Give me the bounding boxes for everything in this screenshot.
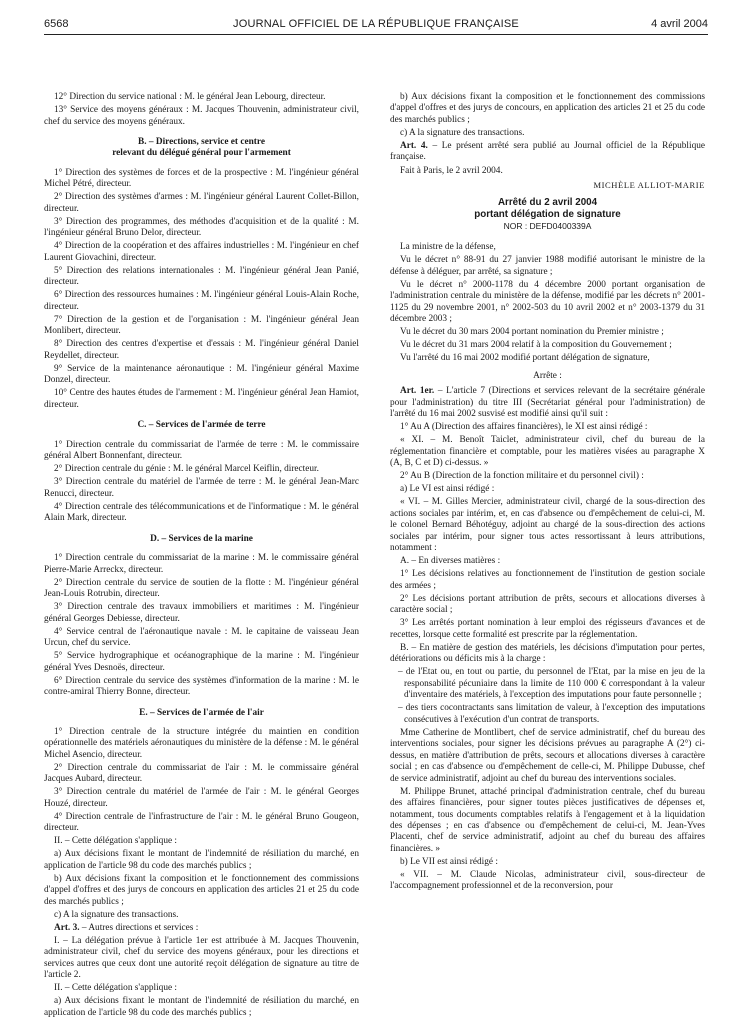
article-4: Art. 4. – Le présent arrêté sera publié au Journal officiel de la République française. xyxy=(390,141,705,163)
list-item: 1° Direction centrale du commissariat de la marine : M. le commissaire général Pierre-Marie Arreckx, directeur. xyxy=(44,553,359,575)
page-number: 6568 xyxy=(44,18,69,30)
paragraph: II. – Cette délégation s'applique : xyxy=(54,983,178,994)
paragraph: c) A la signature des transactions. xyxy=(400,127,525,138)
nor-reference: NOR : DEFD0400339A xyxy=(503,221,592,232)
list-item: 2° Direction des systèmes d'armes : M. l'ingénieur général Laurent Collet-Billon, directeur. xyxy=(44,192,359,214)
section-heading-d: D. – Services de la marine xyxy=(150,533,253,544)
list-item: 2° Direction centrale du commissariat de l'air : M. le commissaire général Jacques Aubard, directeur. xyxy=(44,762,359,785)
list-item: 4° Direction de la coopération et des affaires industrielles : M. l'ingénieur en chef Laurent Giovachini, directeur. xyxy=(44,241,359,263)
paragraph: M. Philippe Brunet, attaché principal d'administration centrale, chef du bureau des affaires financières, pour signer toutes pièces justificatives de dépenses et, notamment, tous documents comptables relatifs à l'engagement et à la liquidation des dépenses ; en cas d'absence ou d'empêchement de celui-ci, M. Jean-Yves Placenti, chef de service administratif, adjoint au chef du bureau des affaires financières. » xyxy=(390,786,705,854)
list-item: 5° Service hydrographique et océanographique de la marine : M. l'ingénieur général Yves Desnoës, directeur. xyxy=(44,651,359,673)
paragraph: b) Le VII est ainsi rédigé : xyxy=(400,856,498,867)
section-heading-e: E. – Services de l'armée de l'air xyxy=(139,707,264,718)
article-3: Art. 3. – Autres directions et services : xyxy=(54,922,199,933)
list-item: 6° Direction des ressources humaines : M. l'ingénieur général Louis-Alain Roche, directeur. xyxy=(44,290,359,312)
list-item: 5° Direction des relations internationales : M. l'ingénieur général Jean Panié, directeur. xyxy=(44,265,359,288)
paragraph: 2° Au B (Direction de la fonction militaire et du personnel civil) : xyxy=(400,471,644,482)
paragraph: « VI. – M. Gilles Mercier, administrateur civil, chargé de la sous-direction des actions sociales par intérim, et, en cas d'absence ou d'empêchement de celui-ci, M. le colonel Bernard Béhotéguy, adjoint au chargé de la sous-direction des actions sociales par intérim, pour signer tous actes ressortissant à leurs attributions, notamment : xyxy=(390,497,705,554)
decree-title: Arrêté du 2 avril 2004 portant délégation de signature xyxy=(474,197,621,220)
paragraph: Vu l'arrêté du 16 mai 2002 modifié portant délégation de signature, xyxy=(400,353,650,364)
list-item: 1° Direction centrale du commissariat de l'armée de terre : M. le commissaire général Albert Bonnenfant, directeur. xyxy=(44,439,359,462)
paragraph: 2° Les décisions portant attribution de prêts, secours et allocations diverses à caractère social ; xyxy=(390,593,705,616)
paragraph: a) Aux décisions fixant le montant de l'indemnité de résiliation du marché, en application de l'article 98 du code des marchés publics ; xyxy=(44,849,359,871)
list-item: 2° Direction centrale du service de soutien de la flotte : M. l'ingénieur général Jean-Louis Rotrubin, directeur. xyxy=(44,577,359,600)
list-item: 4° Direction centrale de l'infrastructure de l'air : M. le général Bruno Gougeon, directeur. xyxy=(44,811,359,834)
list-item: 10° Centre des hautes études de l'armement : M. l'ingénieur général Jean Hamiot, directeur. xyxy=(44,388,359,410)
list-item: – de l'Etat ou, en tout ou partie, du personnel de l'Etat, par la mise en jeu de la responsabilité pécuniaire dans la limite de 110 000 € correspondant à la valeur d'inventaire des matériels, à l'exception des imputations pour faute personnelle ; xyxy=(398,667,705,701)
list-item: 3° Direction centrale du matériel de l'armée de l'air : M. le général Georges Houzé, directeur. xyxy=(44,787,359,809)
paragraph: Fait à Paris, le 2 avril 2004. xyxy=(400,165,503,176)
signature: MICHÈLE ALLIOT-MARIE xyxy=(593,179,705,190)
article-label: Art. 4. xyxy=(400,141,428,151)
paragraph: Mme Catherine de Montlibert, chef de service administratif, chef du bureau des interventions sociales, pour signer les décisions prévues au paragraphe A (2°) ci-dessus, en matière d'attribution de prêts, secours et allocations diverses à caractère social ; en cas d'absence ou d'empêchement de celle-ci, M. Philippe Dubusse, chef de service administratif, adjoint au chef du bureau des interventions sociales. xyxy=(390,727,705,784)
article-label: Art. 1er. xyxy=(400,386,435,397)
issue-date: 4 avril 2004 xyxy=(651,18,708,30)
paragraph: 1° Au A (Direction des affaires financières), le XI est ainsi rédigé : xyxy=(400,422,648,433)
section-heading-b: B. – Directions, service et centre relevant du délégué général pour l'armement xyxy=(112,136,291,159)
list-item: 8° Direction des centres d'expertise et d'essais : M. l'ingénieur général Daniel Reydellet, directeur. xyxy=(44,339,359,361)
list-item: 6° Direction centrale du service des systèmes d'information de la marine : M. le contre-amiral Thierry Bonne, directeur. xyxy=(44,675,359,698)
arrete-heading: Arrête : xyxy=(533,370,562,381)
page-header xyxy=(44,18,708,35)
list-item: 9° Service de la maintenance aéronautique : M. l'ingénieur général Maxime Donzel, directeur. xyxy=(44,363,359,386)
paragraph: Vu le décret du 31 mars 2004 relatif à la composition du Gouvernement ; xyxy=(400,340,672,351)
paragraph: Vu le décret du 30 mars 2004 portant nomination du Premier ministre ; xyxy=(400,327,664,338)
left-column xyxy=(44,92,359,1021)
journal-title: JOURNAL OFFICIEL DE LA RÉPUBLIQUE FRANÇAISE xyxy=(233,18,519,30)
paragraph: c) A la signature des transactions. xyxy=(54,909,179,920)
section-heading-c: C. – Services de l'armée de terre xyxy=(137,420,266,431)
paragraph: Vu le décret n° 2000-1178 du 4 décembre 2000 portant organisation de l'administration centrale du ministère de la défense, modifié par les décrets n° 2001-1125 du 29 novembre 2001, n° 2002-503 du 10 avril 2002 et n° 2003-1379 du 31 décembre 2003 ; xyxy=(390,279,705,325)
paragraph: a) Le VI est ainsi rédigé : xyxy=(400,484,495,495)
paragraph: « VII. – M. Claude Nicolas, administrateur civil, sous-directeur de l'accompagnement professionnel et de la reconversion, pour xyxy=(390,869,705,892)
paragraph: 12° Direction du service national : M. le général Jean Lebourg, directeur. xyxy=(54,92,326,102)
paragraph: II. – Cette délégation s'applique : xyxy=(54,836,178,847)
paragraph: B. – En matière de gestion des matériels, les décisions d'imputation pour pertes, détériorations ou déficits mis à la charge : xyxy=(390,642,705,665)
paragraph: 1° Les décisions relatives au fonctionnement de l'institution de gestion sociale des armées ; xyxy=(390,569,705,591)
list-item: 3° Direction des programmes, des méthodes d'acquisition et de la qualité : M. l'ingénieur général Bruno Delor, directeur. xyxy=(44,216,359,239)
paragraph: A. – En diverses matières : xyxy=(400,556,501,567)
list-item: 3° Direction centrale des travaux immobiliers et maritimes : M. l'ingénieur général Georges Debiesse, directeur. xyxy=(44,602,359,624)
paragraph: b) Aux décisions fixant la composition et le fonctionnement des commissions d'appel d'offres et des jurys de concours en application des articles 21 et 25 du code des marchés publics ; xyxy=(44,873,359,907)
article-label: Art. 3. xyxy=(54,922,80,933)
list-item: 7° Direction de la gestion et de l'organisation : M. l'ingénieur général Jean Monlibert, directeur. xyxy=(44,314,359,337)
paragraph: a) Aux décisions fixant le montant de l'indemnité de résiliation du marché, en application de l'article 98 du code des marchés publics ; xyxy=(44,996,359,1018)
list-item: 4° Service central de l'aéronautique navale : M. le capitaine de vaisseau Jean Urcun, chef du service. xyxy=(44,626,359,649)
paragraph: 13° Service des moyens généraux : M. Jacques Thouvenin, administrateur civil, chef du service des moyens généraux. xyxy=(44,105,359,127)
list-item: 1° Direction centrale de la structure intégrée du maintien en condition opérationnelle des matériels aéronautiques du ministère de la défense : M. le général Michel Asencio, directeur. xyxy=(44,726,359,760)
paragraph: 3° Les arrêtés portant nomination à leur emploi des régisseurs d'avances et de recettes, lorsque cette formalité est prescrite par la réglementation. xyxy=(390,618,705,640)
list-item: – des tiers cocontractants sans limitation de valeur, à l'exception des imputations consécutives à l'exécution d'un contrat de transports. xyxy=(398,703,705,725)
paragraph: Vu le décret n° 88-91 du 27 janvier 1988 modifié autorisant le ministre de la défense à déléguer, par arrêté, sa signature ; xyxy=(390,255,705,277)
article-1: Art. 1er. – L'article 7 (Directions et services relevant de la secrétaire générale pour l'administration) du titre III (Secrétariat général pour l'administration) de l'arrêté du 16 mai 2002 susvisé est modifié ainsi qu'il suit : xyxy=(390,386,705,420)
paragraph: La ministre de la défense, xyxy=(400,242,496,253)
list-item: 1° Direction des systèmes de forces et de la prospective : M. l'ingénieur général Michel Pétré, directeur. xyxy=(44,167,359,190)
list-item: 3° Direction centrale du matériel de l'armée de terre : M. le général Jean-Marc Renucci, directeur. xyxy=(44,477,359,499)
list-item: 4° Direction centrale des télécommunications et de l'informatique : M. le général Alain Mark, directeur. xyxy=(44,501,359,524)
paragraph: « XI. – M. Benoît Taiclet, administrateur civil, chef du bureau de la réglementation financière et comptable, pour les matières visées au paragraphe X (A, B, C et D) ci-dessus. » xyxy=(390,435,705,469)
paragraph: b) Aux décisions fixant la composition et le fonctionnement des commissions d'appel d'offres et des jurys de concours, en application des articles 21 et 25 du code des marchés publics ; xyxy=(390,92,705,125)
list-item: 2° Direction centrale du génie : M. le général Marcel Keiflin, directeur. xyxy=(54,464,319,475)
right-column xyxy=(390,92,705,894)
paragraph: I. – La délégation prévue à l'article 1er est attribuée à M. Jacques Thouvenin, administrateur civil, chef du service des moyens généraux, pour les directions et services autres que ceux dont une autorité reçoit délégation de signature au titre de l'article 2. xyxy=(44,936,359,981)
